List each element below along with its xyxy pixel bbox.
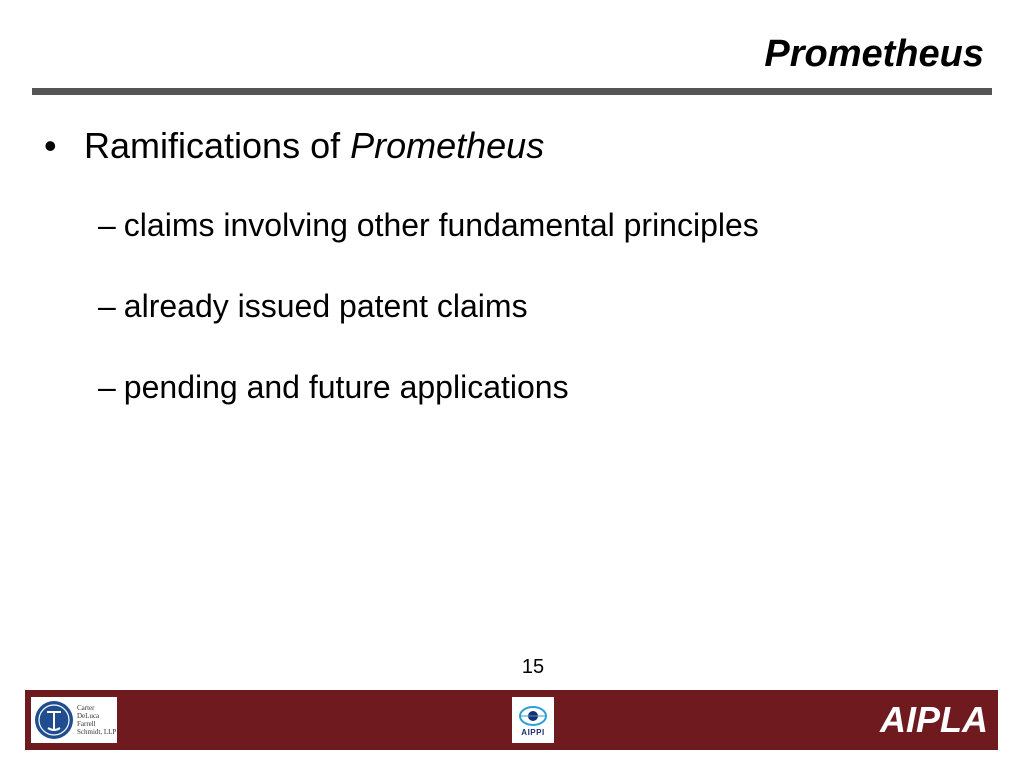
- sub-bullet-item: [98, 206, 759, 244]
- bullet-text: Ramifications of: [84, 125, 351, 166]
- bullet-symbol: •: [44, 125, 57, 166]
- sub-bullet-dash: –: [98, 207, 116, 243]
- footer-bar: [25, 690, 998, 750]
- bullet-item: [44, 124, 544, 167]
- sub-bullet-text: already issued patent claims: [123, 288, 528, 324]
- sub-bullet-dash: –: [98, 288, 116, 324]
- title-divider: [32, 88, 992, 95]
- law-firm-name: Carter DeLuca Farrell Schmidt, LLP: [77, 704, 117, 736]
- slide-title: Prometheus: [764, 33, 984, 75]
- aippi-label: AIPPI: [521, 727, 545, 737]
- sub-bullet-item: [98, 368, 569, 406]
- law-firm-seal-icon: [34, 700, 74, 740]
- sub-bullet-dash: –: [98, 369, 116, 405]
- page-number: 15: [521, 656, 545, 678]
- sub-bullet-text: pending and future applications: [123, 369, 569, 405]
- bullet-emphasis: Prometheus: [350, 125, 545, 166]
- aippi-emblem-icon: [518, 704, 548, 728]
- aipla-brand: AIPLA: [880, 699, 988, 740]
- sub-bullet-item: [98, 287, 528, 325]
- law-firm-logo: [31, 697, 117, 743]
- sub-bullet-text: claims involving other fundamental principles: [123, 207, 759, 243]
- aippi-logo: [512, 697, 554, 743]
